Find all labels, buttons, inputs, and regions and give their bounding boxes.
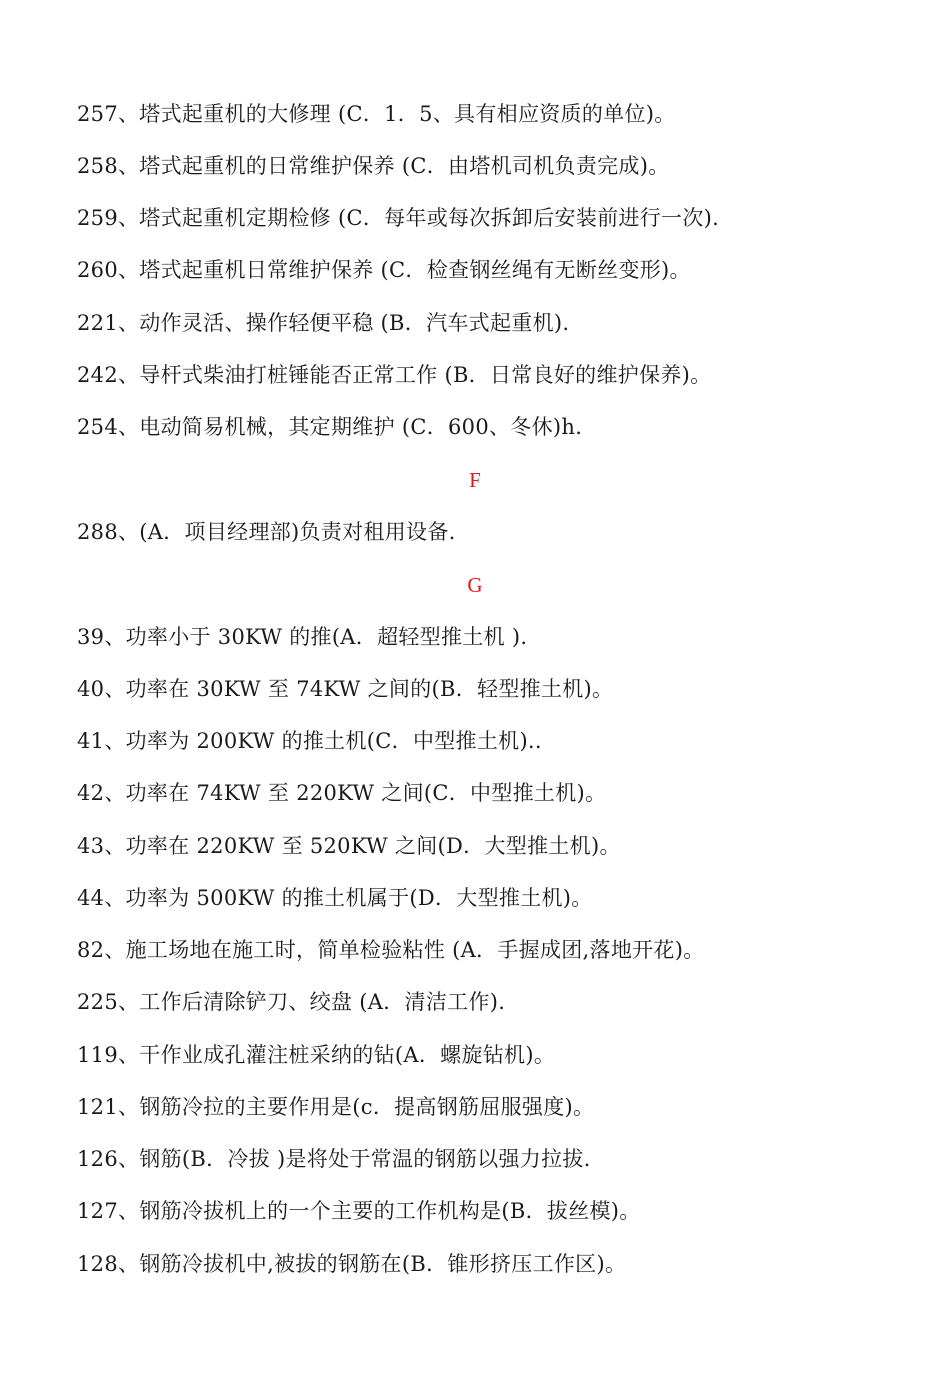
question-line-82: 82、施工场地在施工时，简单检验粘性 (A．手握成团,落地开花)。 — [77, 938, 705, 962]
question-line-259: 259、塔式起重机定期检修 (C．每年或每次拆卸后安装前进行一次). — [77, 206, 720, 230]
question-line-40: 40、功率在 30KW 至 74KW 之间的(B．轻型推土机)。 — [77, 677, 614, 701]
question-line-121: 121、钢筋冷拉的主要作用是(c．提高钢筋屈服强度)。 — [77, 1095, 595, 1119]
question-line-258: 258、塔式起重机的日常维护保养 (C．由塔机司机负责完成)。 — [77, 154, 670, 178]
question-line-126: 126、钢筋(B．冷拔 )是将处于常温的钢筋以强力拉拔. — [77, 1147, 591, 1171]
question-line-127: 127、钢筋冷拔机上的一个主要的工作机构是(B．拔丝模)。 — [77, 1199, 641, 1223]
question-line-257: 257、塔式起重机的大修理 (C．1．5、具有相应资质的单位)。 — [77, 102, 676, 126]
section-heading-f: F — [469, 468, 481, 492]
question-line-39: 39、功率小于 30KW 的推(A．超轻型推土机 ). — [77, 625, 528, 649]
question-line-44: 44、功率为 500KW 的推土机属于(D．大型推土机)。 — [77, 886, 593, 910]
question-line-288: 288、(A．项目经理部)负责对租用设备. — [77, 520, 456, 544]
question-line-225: 225、工作后清除铲刀、绞盘 (A．清洁工作). — [77, 990, 506, 1014]
section-heading-g: G — [467, 573, 483, 597]
question-line-119: 119、干作业成孔灌注桩采纳的钻(A．螺旋钻机)。 — [77, 1043, 556, 1067]
question-line-42: 42、功率在 74KW 至 220KW 之间(C．中型推土机)。 — [77, 781, 607, 805]
question-line-43: 43、功率在 220KW 至 520KW 之间(D．大型推土机)。 — [77, 834, 621, 858]
question-line-221: 221、动作灵活、操作轻便平稳 (B．汽车式起重机). — [77, 311, 570, 335]
question-line-242: 242、导杆式柴油打桩锤能否正常工作 (B．日常良好的维护保养)。 — [77, 363, 712, 387]
question-line-254: 254、电动简易机械，其定期维护 (C．600、冬休)h. — [77, 415, 583, 439]
question-line-41: 41、功率为 200KW 的推土机(C．中型推土机).. — [77, 729, 542, 753]
question-line-260: 260、塔式起重机日常维护保养 (C．检查钢丝绳有无断丝变形)。 — [77, 258, 691, 282]
question-line-128: 128、钢筋冷拔机中,被拔的钢筋在(B．锥形挤压工作区)。 — [77, 1252, 627, 1276]
